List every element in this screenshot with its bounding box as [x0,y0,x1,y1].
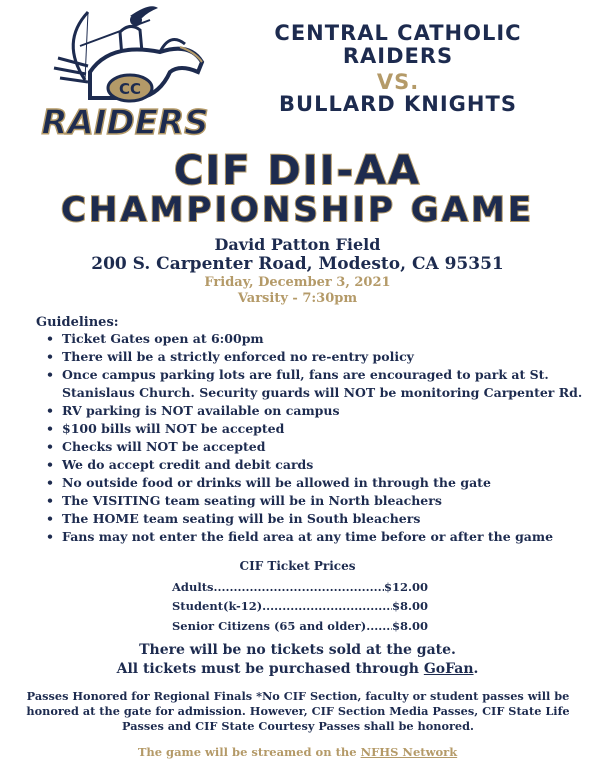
headline-line-1: CIF DII-AA [174,148,421,194]
price-row-senior [172,619,428,633]
price-leader [262,599,392,613]
price-label: Adults [172,580,214,594]
raiders-logo [30,2,220,152]
list-item: • The VISITING team seating will be in North bleachers [44,492,589,510]
logo-wordmark: RAIDERS [41,103,209,143]
stream-text: The game will be streamed on the [137,745,361,759]
home-team: CENTRAL CATHOLIC RAIDERS [274,21,522,68]
list-item: • There will be a strictly enforced no re-entry policy [44,348,589,366]
passes-notice: Passes Honored for Regional Finals *No CIF Section, faculty or student passes will be honored at the gate for admission. However, CIF Section Media Passes, CIF State Life Passes and CIF State Courtesy Passes shall be honored. [26,689,570,733]
guidelines-list [44,330,589,546]
price-value: $8.00 [391,619,428,633]
no-gate-sales-notice: There will be no tickets sold at the gate. [139,642,456,658]
list-item: • Ticket Gates open at 6:00pm [44,330,589,348]
stream-notice [0,745,595,759]
price-label: Senior Citizens (65 and older) [172,619,367,633]
list-item: • The HOME team seating will be in South bleachers [44,510,589,528]
headline-line-2: CHAMPIONSHIP GAME [60,190,535,230]
list-item: • Fans may not enter the field area at any time before or after the game [44,528,589,546]
list-item: • $100 bills will NOT be accepted [44,420,589,438]
game-time: Varsity - 7:30pm [237,291,358,306]
list-item: • RV parking is NOT available on campus [44,402,589,420]
price-leader [213,580,384,594]
venue-address: 200 S. Carpenter Road, Modesto, CA 95351 [91,254,504,274]
gofan-notice-suffix: . [473,661,479,677]
game-date: Friday, December 3, 2021 [204,275,391,290]
guidelines-heading: Guidelines: [36,315,119,330]
gofan-link[interactable]: GoFan [423,661,474,677]
list-item: • Once campus parking lots are full, fans are encouraged to park at St. Stanislaus Church. Security guards will NOT be monitoring Carpenter Rd. [44,366,589,402]
away-team: BULLARD KNIGHTS [279,92,517,116]
svg-text:CC: CC [118,80,142,98]
price-label: Student(k-12) [172,599,263,613]
nfhs-network-link[interactable]: NFHS Network [360,745,458,759]
price-value: $12.00 [383,580,428,594]
list-item: • Checks will NOT be accepted [44,438,589,456]
gofan-notice [0,661,595,677]
list-item: • We do accept credit and debit cards [44,456,589,474]
venue-name: David Patton Field [214,235,381,254]
prices-heading: CIF Ticket Prices [239,559,356,573]
gofan-notice-text: All tickets must be purchased through [116,661,424,677]
price-row-adults [172,580,428,594]
cc-badge [108,75,152,101]
list-item: • No outside food or drinks will be allowed in through the gate [44,474,589,492]
price-row-student [172,599,428,613]
price-leader [366,619,392,633]
versus-label: VS. [376,70,420,94]
price-value: $8.00 [391,599,428,613]
